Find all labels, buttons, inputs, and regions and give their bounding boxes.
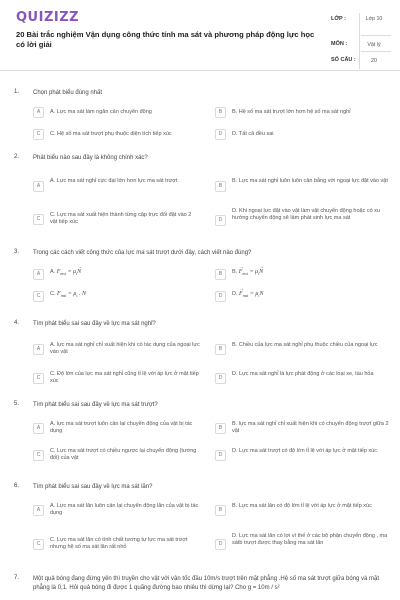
meta-value: Lớp 10 [365,16,383,22]
option-a[interactable] [33,340,203,356]
question-text: Chọn phát biểu đúng nhất [33,90,103,96]
option-c[interactable] [33,369,203,385]
option-d[interactable] [215,206,395,222]
option-text: D. Khi ngoại lực đặt vào vật làm vật chuyển động hoặc có xu hướng chuyển động sẽ làm phát sinh lực ma sát [232,208,380,221]
friction-formula-c: $F_{mst} = \mu_t$ . N [57,291,86,299]
option-letter: A [33,181,44,192]
question-text: Tìm phát biểu sai sau đây về lực ma sát nghỉ? [33,321,156,327]
option-formula [50,265,200,277]
option-formula [232,287,392,299]
option-letter: C [33,373,44,384]
option-prefix: C. [50,291,56,297]
option-b[interactable] [215,419,395,435]
meta-separator [361,35,391,36]
question-number: 1. [14,89,20,95]
option-text: C. Độ lớn của lực ma sát nghỉ cũng tỉ lệ với áp lực ở mặt tiếp xúc [50,371,199,384]
option-letter: A [33,107,44,118]
question-text: Phát biểu nào sau đây là không chính xác? [33,155,148,161]
option-letter: B [215,107,226,118]
option-a[interactable] [33,107,203,123]
option-letter: D [215,215,226,226]
option-a[interactable] [33,176,203,192]
option-prefix: D. [232,291,238,297]
meta-separator [361,51,391,52]
option-letter: D [215,450,226,461]
question-text: Một quả bóng đang đứng yên thì truyền cho vật với vận tốc đầu 10m/s trượt trên mặt phẳng .Hệ số ma sát trượt giữa bóng và mặt phẳng là 0,1. Hỏi quả bóng đi được 1 quãng đường bao nhiêu thì dừng lại? Cho g = 10m / s² [33,576,380,591]
question-text: Tìm phát biểu sai sau đây về lực ma sát lăn? [33,484,153,490]
option-text: C. Lực ma sát xuất hiện thành từng cặp trực đối đặt vào 2 vật tiếp xúc [50,212,192,225]
option-b[interactable] [215,107,395,123]
option-d[interactable] [215,129,395,145]
option-letter: D [215,291,226,302]
option-text: A. Lực ma sát làm ngăn cản chuyển động [50,109,152,115]
option-c[interactable] [33,289,203,305]
option-letter: C [33,291,44,302]
option-text: B. Lực ma sát lăn có độ lớn tỉ lệ với áp lực ở mặt tiếp xúc [232,503,372,509]
meta-value: 20 [371,58,377,64]
option-letter: D [215,129,226,140]
meta-label: SỐ CÂU : [331,57,356,63]
option-letter: B [215,505,226,516]
meta-divider [359,13,360,69]
option-text: C. Lực ma sát lăn có tính chất tương tự lực ma sát trượt nhưng hệ số ma sát lăn rất nhỏ [50,537,188,550]
option-b[interactable] [215,501,395,517]
option-text: D. Lực ma sát nghỉ là lực phát động ở các loại xe, tàu hỏa [232,371,374,377]
option-b[interactable] [215,267,395,283]
worksheet-header [0,0,400,71]
option-text: B. Hệ số ma sát trượt lớn hơn hệ số ma sát nghỉ [232,109,351,115]
option-c[interactable] [33,446,203,462]
option-prefix: A. [50,269,56,275]
quizizz-logo: QUIZIZZ [16,10,80,25]
question-number: 5. [14,401,20,407]
option-letter: C [33,214,44,225]
option-text: A. Lực ma sát lăn luôn cản lại chuyển động lăn của vật bị tác dụng [50,503,199,516]
question-number: 3. [14,249,20,255]
option-letter: B [215,423,226,434]
option-d[interactable] [215,531,395,547]
option-prefix: B. [232,269,238,275]
option-text: D. Lực ma sát trượt có độ lớn tỉ lệ với áp lực ở mặt tiếp xúc [232,448,377,454]
option-text: D. Tất cả đều sai [232,131,274,137]
option-d[interactable] [215,369,395,385]
question-number: 6. [14,483,20,489]
option-letter: B [215,269,226,280]
option-d[interactable] [215,289,395,305]
option-formula [50,291,200,299]
option-c[interactable] [33,535,203,551]
option-text: A. Lực ma sát nghỉ cực đại lớn hơn lực ma sát trượt [50,178,178,184]
option-b[interactable] [215,176,395,192]
option-text: B. Chiều của lực ma sát nghỉ phụ thuộc chiều của ngoại lực [232,342,378,348]
option-text: B. Lực ma sát nghỉ luôn luôn cân bằng với ngoại lực đặt vào vật [232,178,388,184]
option-a[interactable] [33,501,203,517]
question-number: 7. [14,575,20,581]
option-b[interactable] [215,340,395,356]
option-text: C. Hệ số ma sát trượt phụ thuộc diện tích tiếp xúc [50,131,172,137]
worksheet-title: 20 Bài trắc nghiệm Vận dụng công thức tính ma sát và phương pháp động lực học có lời giải [16,30,315,49]
option-letter: C [33,129,44,140]
option-letter: D [215,539,226,550]
option-c[interactable] [33,210,203,226]
option-text: D. Lực ma sát lăn có lợi vì thế ở các bộ phận chuyển động , ma sátb trượt được thay bằng ma sát lăn [232,533,388,546]
question-text: Trong các cách viết công thức của lực ma sát trượt dưới đây, cách viết nào đúng? [33,250,252,256]
option-letter: C [33,450,44,461]
meta-value: Vật lý [367,42,381,48]
option-letter: A [33,269,44,280]
option-letter: B [215,344,226,355]
option-a[interactable] [33,267,203,283]
option-formula [232,265,392,277]
question-number: 2. [14,154,20,160]
option-letter: A [33,505,44,516]
friction-formula-a: $F_{mst} = \mu_tN$ → [56,265,83,277]
friction-formula-b: F → $_{mst} = \mu_tN$ → [238,265,265,277]
meta-label: MÔN : [331,41,348,47]
option-text: B. lực ma sát nghỉ chỉ xuất hiện khi có chuyển động trượt giữa 2 vật [232,421,389,434]
option-letter: A [33,423,44,434]
option-letter: A [33,344,44,355]
option-letter: C [33,539,44,550]
meta-label: LỚP : [331,16,346,22]
question-text: Tìm phát biểu sai sau đây về lực ma sát trượt? [33,402,158,408]
option-d[interactable] [215,446,395,462]
option-text: A. lực ma sát trượt luôn cản lại chuyển động của vật bị tác dụng [50,421,193,434]
option-text: C. Lực ma sát trượt có chiều ngược lại chuyển động (tương đối) của vật [50,448,197,461]
option-text: A. lực ma sát nghỉ chỉ xuất hiện khi có tác dụng của ngoại lực vào vật [50,342,200,355]
option-c[interactable] [33,129,203,145]
option-a[interactable] [33,419,203,435]
question-number: 4. [14,320,20,326]
option-letter: B [215,181,226,192]
option-letter: D [215,373,226,384]
friction-formula-d: F → $_{mst} = \mu_tN$ [239,287,264,299]
